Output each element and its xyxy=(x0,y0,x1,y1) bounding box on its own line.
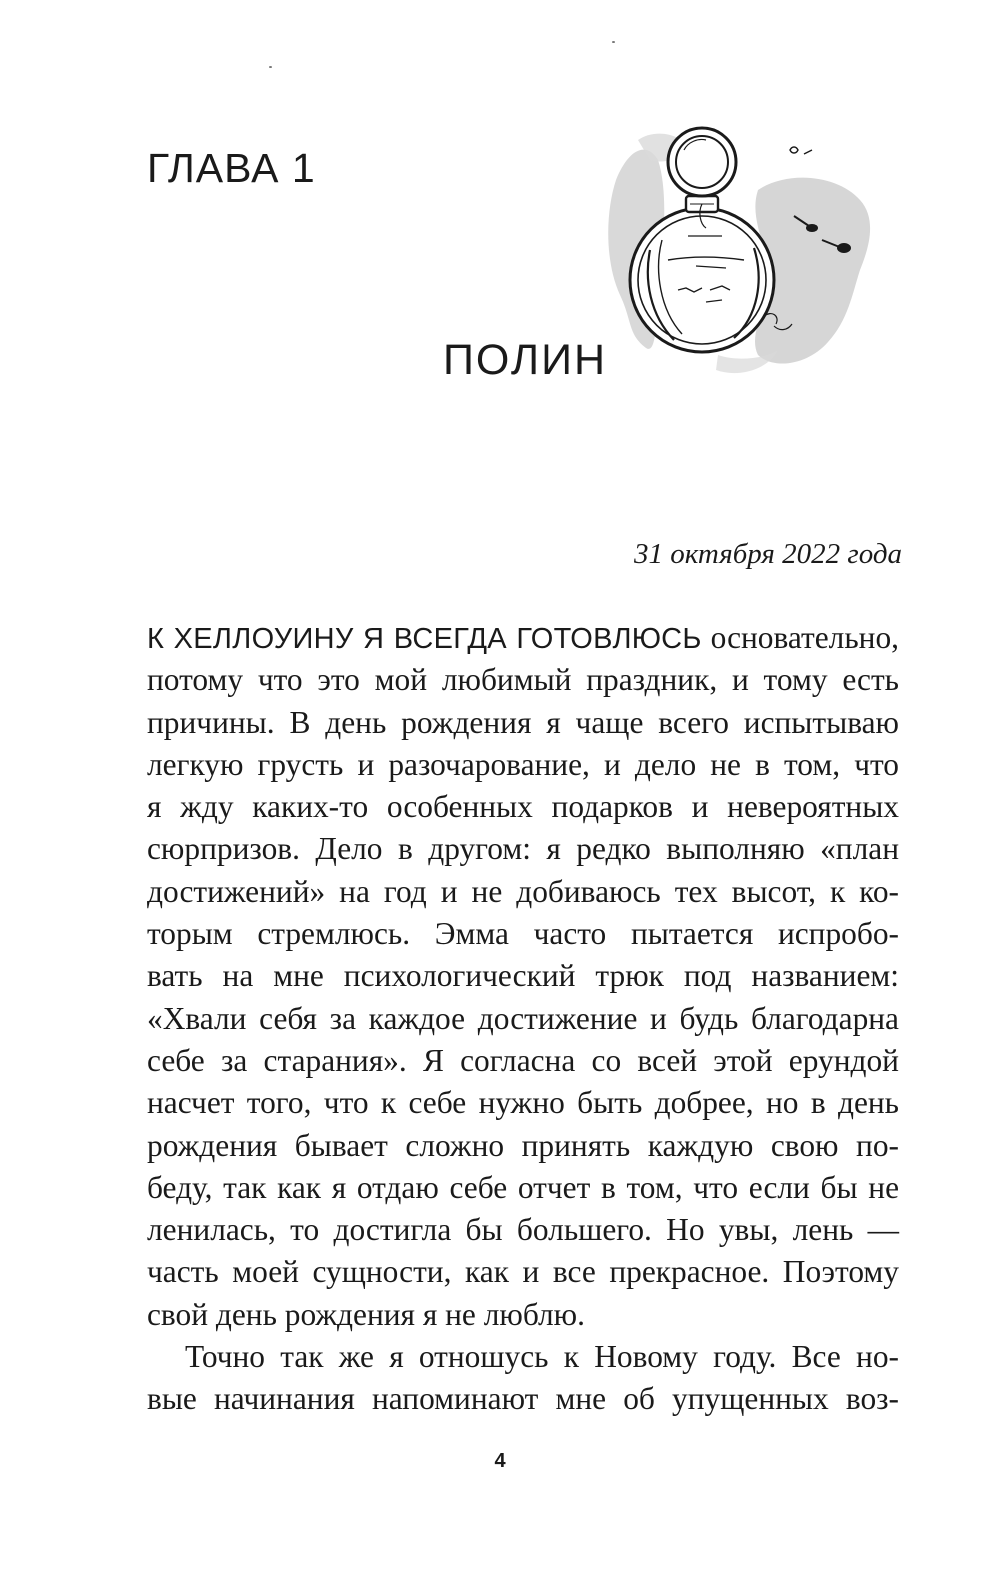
body-line xyxy=(147,617,899,659)
body-line: свой день рождения я не люблю. xyxy=(147,1296,585,1332)
body-line: рождения бывает сложно принять каждую свою по- xyxy=(147,1127,899,1163)
body-line: потому что это мой любимый праздник, и тому есть xyxy=(147,662,899,698)
first-line-rest: основательно, xyxy=(710,620,899,655)
body-line: я жду каких-то особенных подарков и невероятных xyxy=(147,789,899,825)
body-line: часть моей сущности, как и все прекрасное. Поэтому xyxy=(147,1254,899,1290)
body-line: достижений» на год и не добиваюсь тех высот, к ко- xyxy=(147,873,899,909)
perfume-bottle-icon xyxy=(598,120,880,382)
body-line: себе за старания». Я согласна со всей этой ерундой xyxy=(147,1042,899,1078)
body-line: насчет того, что к себе нужно быть добрее, но в день xyxy=(147,1085,899,1121)
scan-speck xyxy=(269,66,272,68)
body-line: причины. В день рождения я чаще всего испытываю xyxy=(147,704,899,740)
body-line: легкую грусть и разочарование, и дело не в том, что xyxy=(147,746,899,782)
body-line: сюрпризов. Дело в другом: я редко выполняю «план xyxy=(147,831,899,867)
body-text xyxy=(147,617,899,1421)
lead-in-text: К ХЕЛЛОУИНУ Я ВСЕГДА ГОТОВЛЮСЬ xyxy=(147,623,702,655)
scan-speck xyxy=(612,41,615,43)
body-line: торым стремлюсь. Эмма часто пытается испробо- xyxy=(147,916,899,952)
body-line: вать на мне психологический трюк под названием: xyxy=(147,958,899,994)
page-number: 4 xyxy=(494,1450,506,1472)
body-line: ленилась, то достигла бы большего. Но увы, лень — xyxy=(147,1212,899,1248)
chapter-label: ГЛАВА 1 xyxy=(147,145,316,191)
chapter-title: ПОЛИН xyxy=(443,336,608,384)
body-line: «Хвали себя за каждое достижение и будь благодарна xyxy=(147,1000,899,1036)
body-line: вые начинания напоминают мне об упущенных воз- xyxy=(147,1381,899,1417)
body-line: Точно так же я отношусь к Новому году. Все но- xyxy=(185,1339,899,1375)
body-line: беду, так как я отдаю себе отчет в том, что если бы не xyxy=(147,1169,899,1205)
date-line: 31 октября 2022 года xyxy=(634,538,902,570)
